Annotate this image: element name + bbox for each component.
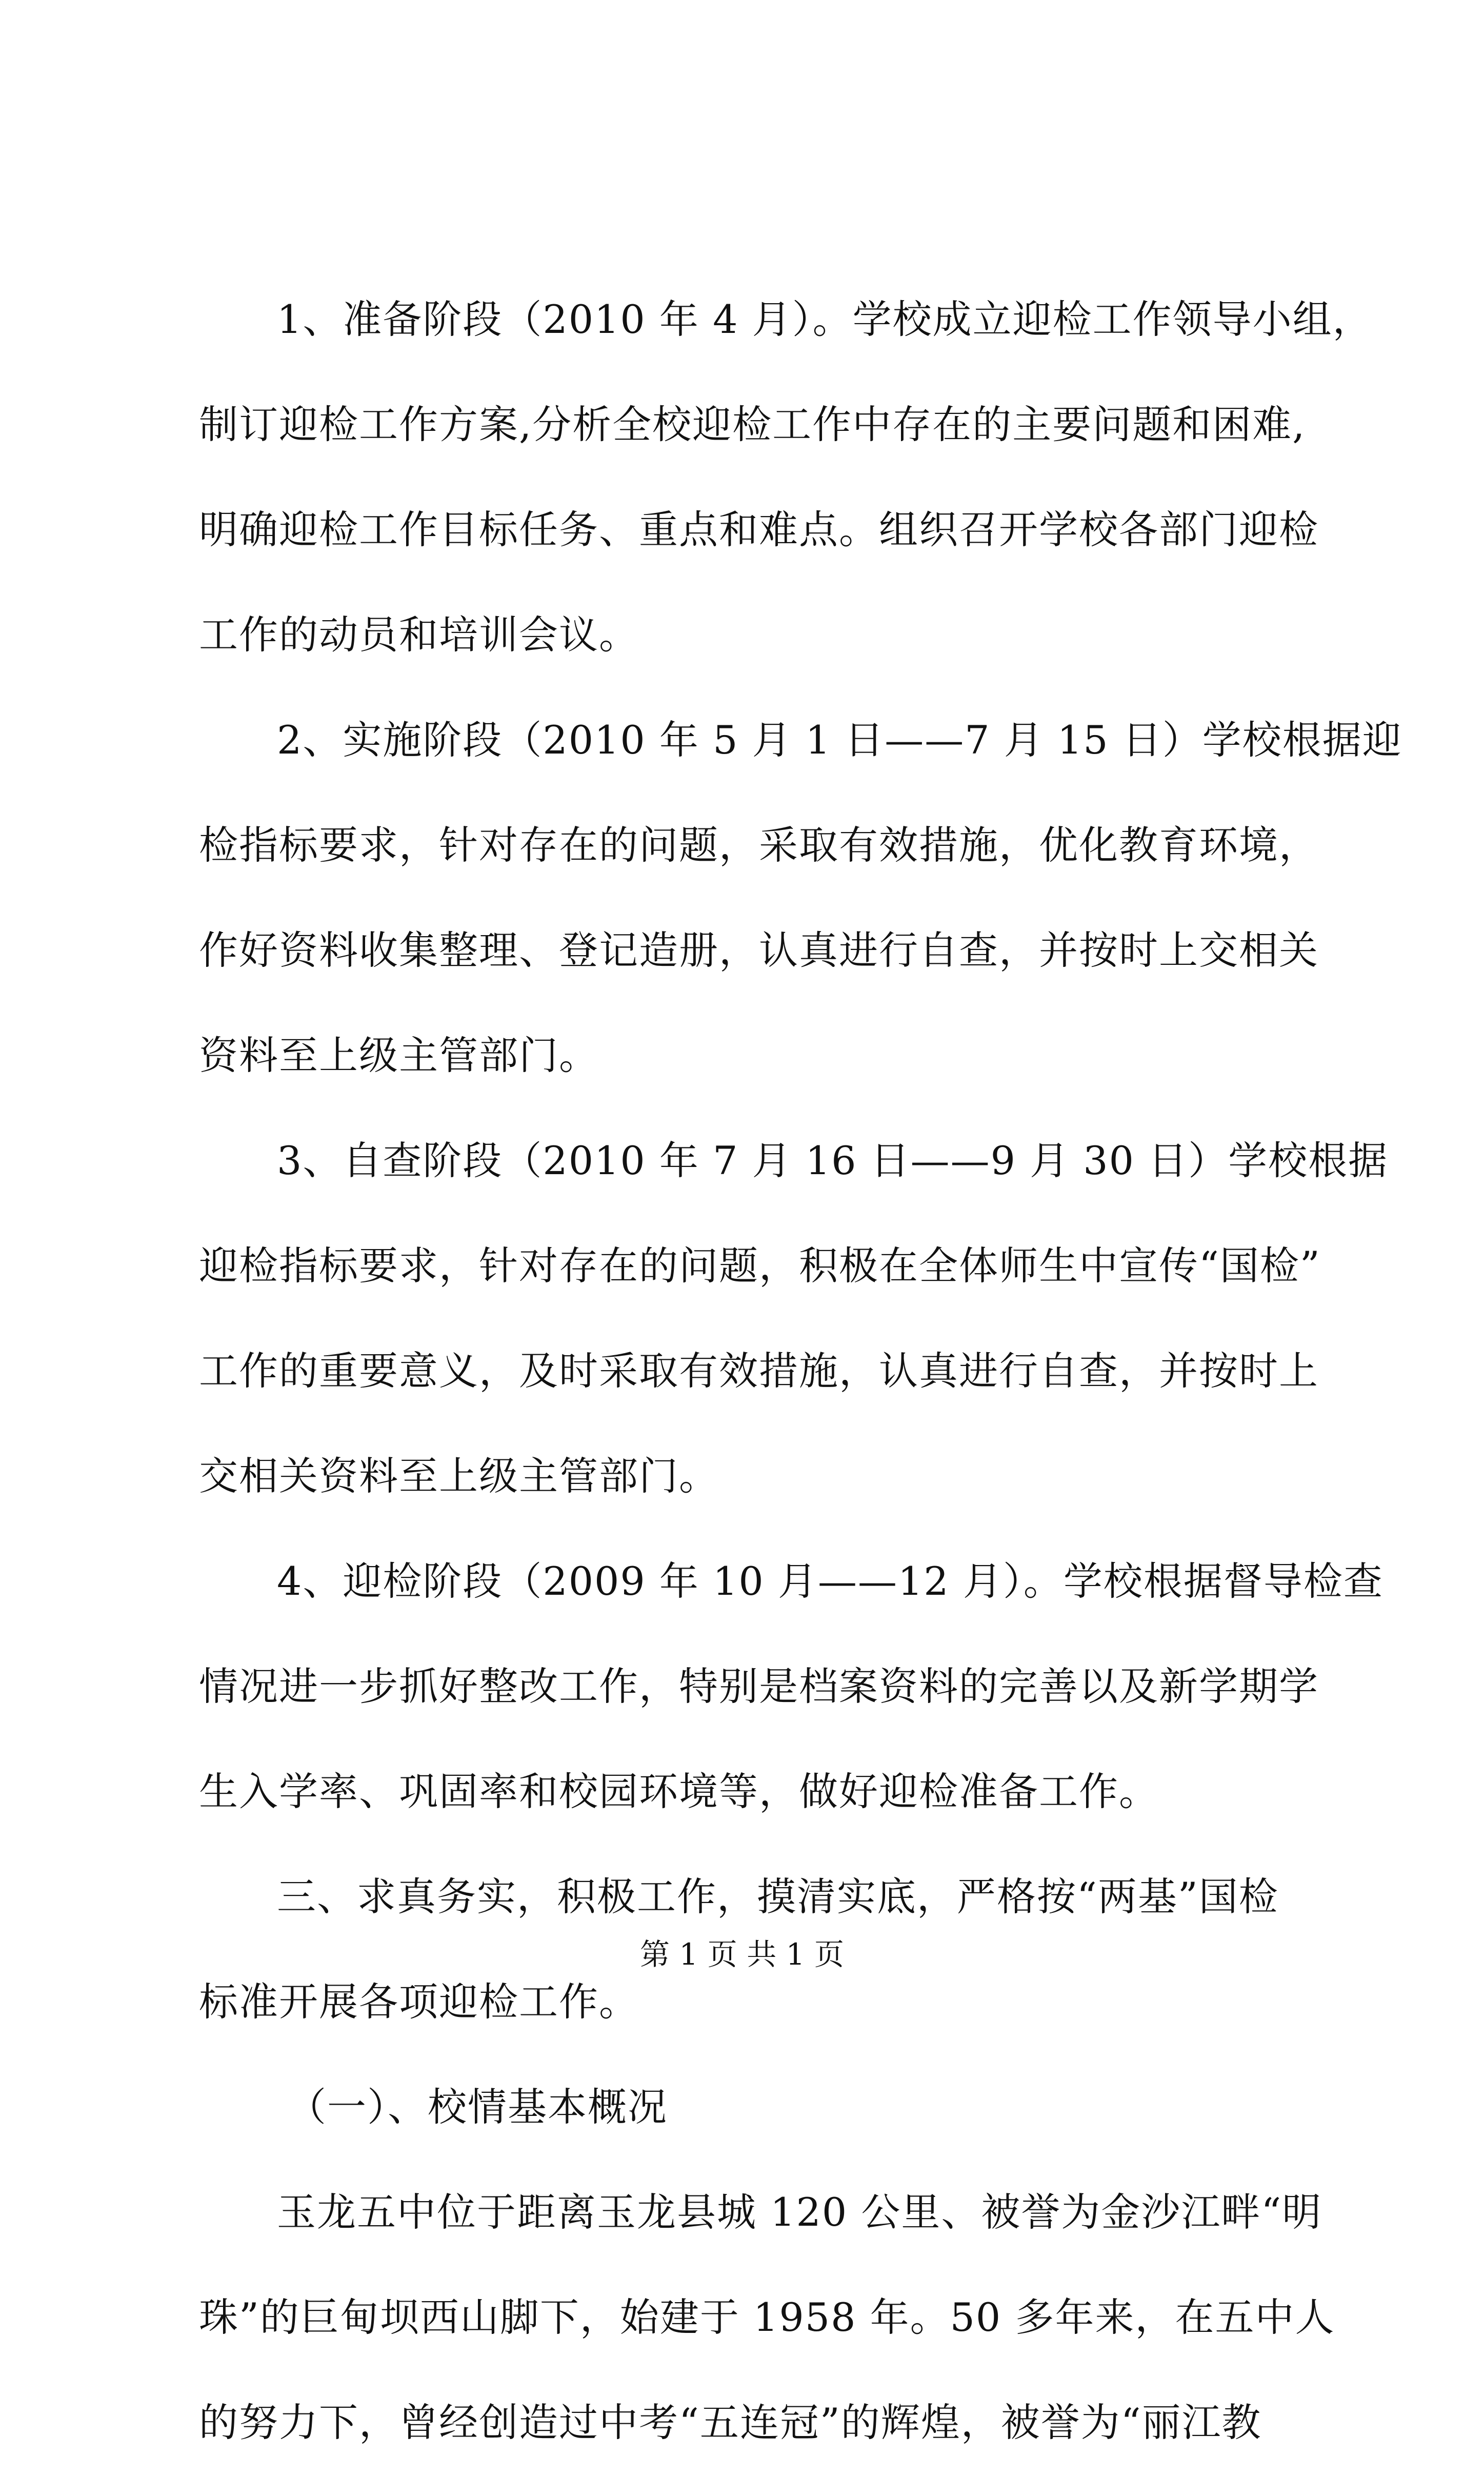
page-footer: 第 1 页 共 1 页 [640, 1937, 844, 1972]
paragraph-line: 玉龙五中位于距离玉龙县城 120 公里、被誉为金沙江畔“明 [277, 2189, 1322, 2235]
paragraph-line: 情况进一步抓好整改工作，特别是档案资料的完善以及新学期学 [199, 1664, 1319, 1709]
paragraph-line: 工作的动员和培训会议。 [199, 612, 639, 658]
paragraph-line: 3、自查阶段（2010 年 7 月 16 日——9 月 30 日）学校根据 [277, 1138, 1389, 1183]
paragraph-line: 制订迎检工作方案,分析全校迎检工作中存在的主要问题和困难, [199, 402, 1306, 447]
paragraph-line: 4、迎检阶段（2009 年 10 月——12 月）。学校根据督导检查 [277, 1558, 1383, 1604]
paragraph-line: 2、实施阶段（2010 年 5 月 1 日——7 月 15 日）学校根据迎 [277, 717, 1402, 763]
paragraph-line: 的努力下，曾经创造过中考“五连冠”的辉煌，被誉为“丽江教 [199, 2400, 1262, 2445]
paragraph-line: 1、准备阶段（2010 年 4 月）。学校成立迎检工作领导小组， [277, 296, 1373, 342]
paragraph-line: 工作的重要意义，及时采取有效措施，认真进行自查，并按时上 [199, 1348, 1319, 1394]
paragraph-line: 交相关资料至上级主管部门。 [199, 1453, 719, 1499]
document-body [199, 267, 1402, 2475]
paragraph-line: 作好资料收集整理、登记造册，认真进行自查，并按时上交相关 [199, 927, 1319, 973]
paragraph-line: 迎检指标要求，针对存在的问题，积极在全体师生中宣传“国检” [199, 1243, 1321, 1289]
paragraph-line: 珠”的巨甸坝西山脚下，始建于 1958 年。50 多年来，在五中人 [199, 2294, 1335, 2340]
section-heading-line: 三、求真务实，积极工作，摸清实底，严格按“两基”国检 [277, 1874, 1279, 1919]
paragraph-line: 明确迎检工作目标任务、重点和难点。组织召开学校各部门迎检 [199, 507, 1319, 552]
paragraph-line: 生入学率、巩固率和校园环境等，做好迎检准备工作。 [199, 1769, 1159, 1814]
subsection-heading: （一）、校情基本概况 [287, 2084, 668, 2130]
paragraph-line: 检指标要求，针对存在的问题，采取有效措施，优化教育环境， [199, 822, 1319, 868]
paragraph-line: 资料至上级主管部门。 [199, 1033, 599, 1078]
section-heading-line: 标准开展各项迎检工作。 [199, 1979, 639, 2025]
